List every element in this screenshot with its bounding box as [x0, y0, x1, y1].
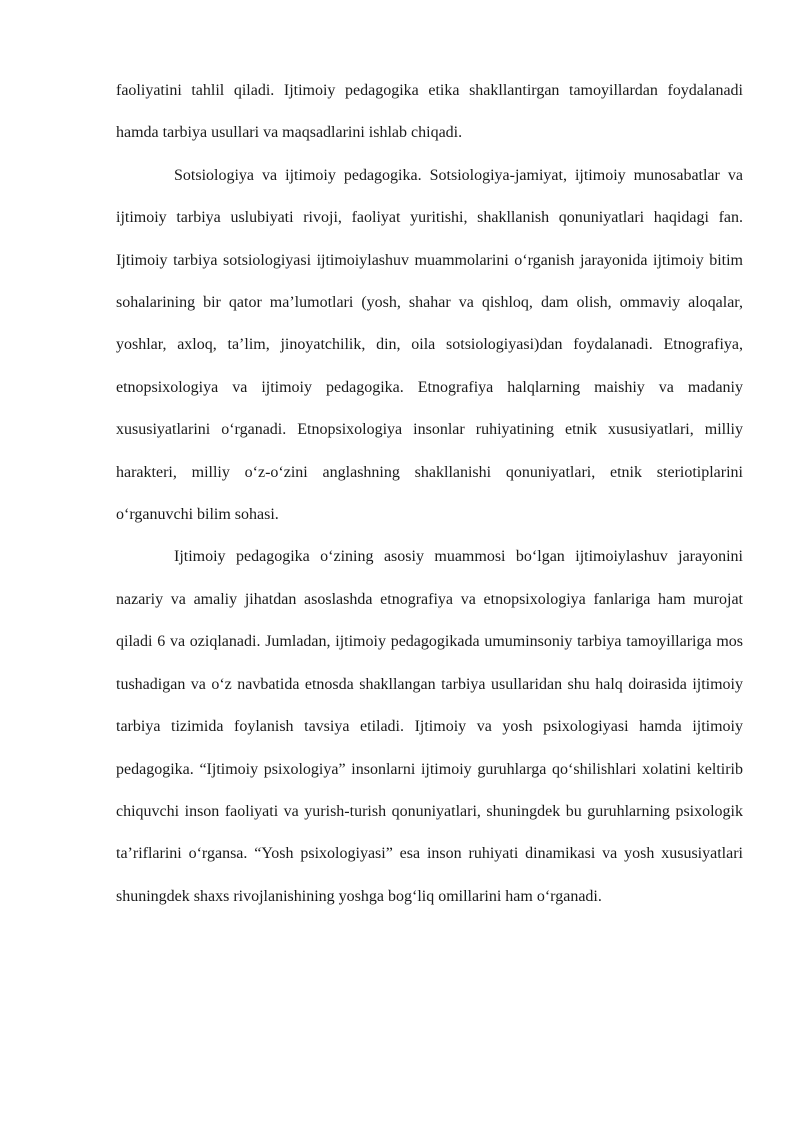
paragraph-socialization: Ijtimoiy pedagogika o‘zining asosiy muammosi bo‘lgan ijtimoiylashuv jarayonini nazariy va amaliy jihatdan asoslashda etnografiya va etnopsixologiya fanlariga ham murojat qiladi 6 va oziqlanadi. Jumladan, ijtimoiy pedagogikada umuminsoniy tarbiya tamoyillariga mos tushadigan va o‘z navbatida etnosda shakllangan tarbiya usullaridan shu halq doirasida ijtimoiy tarbiya tizimida foylanish tavsiya etiladi. Ijtimoiy va yosh psixologiyasi hamda ijtimoiy pedagogika. “Ijtimoiy psixologiya” insonlarni ijtimoiy guruhlarga qo‘shilishlari xolatini keltirib chiquvchi inson faoliyati va yurish-turish qonuniyatlari, shuningdek bu guruhlarning psixologik ta’riflarini o‘rgansa. “Yosh psixologiyasi” esa inson ruhiyati dinamikasi va yosh xususiyatlari shuningdek shaxs rivojlanishining yoshga bog‘liq omillarini ham o‘rganadi. — [116, 548, 743, 905]
paragraph-continuation: faoliyatini tahlil qiladi. Ijtimoiy pedagogika etika shakllantirgan tamoyillardan foydalanadi hamda tarbiya usullari va maqsadlarini ishlab chiqadi. — [116, 82, 743, 142]
document-page — [116, 70, 743, 918]
paragraph-sociology: Sotsiologiya va ijtimoiy pedagogika. Sotsiologiya-jamiyat, ijtimoiy munosabatlar va ijtimoiy tarbiya uslubiyati rivoji, faoliyat yuritishi, shakllanish qonuniyatlari haqidagi fan. Ijtimoiy tarbiya sotsiologiyasi ijtimoiylashuv muammolarini o‘rganish jarayonida ijtimoiy bitim sohalarining bir qator ma’lumotlari (yosh, shahar va qishloq, dam olish, ommaviy aloqalar, yoshlar, axloq, ta’lim, jinoyatchilik, din, oila sotsiologiyasi)dan foydalanadi. Etnografiya, etnopsixologiya va ijtimoiy pedagogika. Etnografiya halqlarning maishiy va madaniy xususiyatlarini o‘rganadi. Etnopsixologiya insonlar ruhiyatining etnik xususiyatlari, milliy harakteri, milliy o‘z-o‘zini anglashning shakllanishi qonuniyatlari, etnik steriotiplarini o‘rganuvchi bilim sohasi. — [116, 166, 743, 524]
